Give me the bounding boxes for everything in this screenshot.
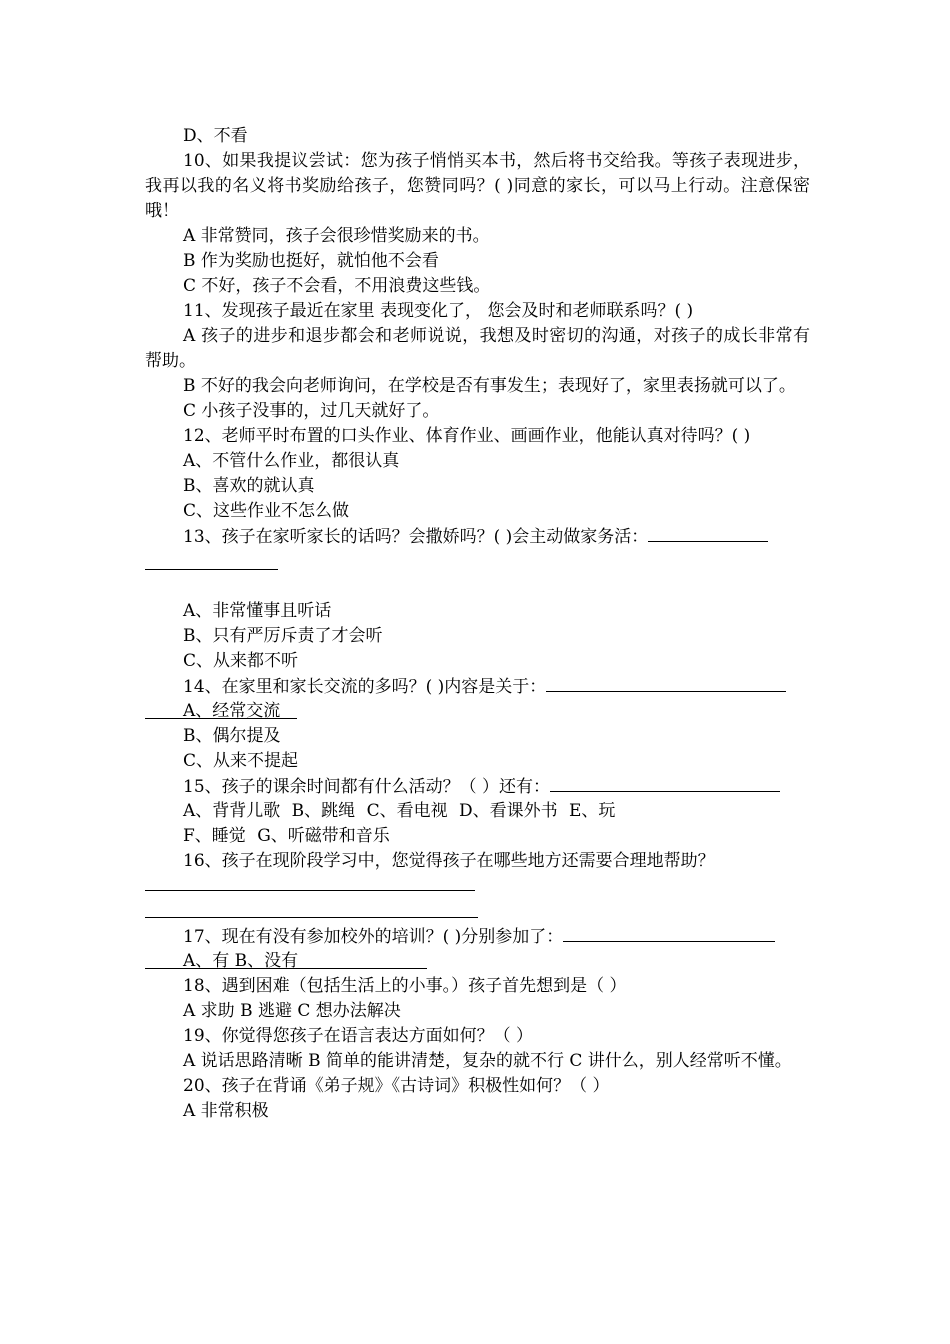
question-14-option-c: C、从来不提起 <box>183 751 299 771</box>
question-13-option-c: C、从来都不听 <box>183 651 299 671</box>
question-20: 20、孩子在背诵《弟子规》《古诗词》积极性如何？（ ） <box>183 1076 610 1096</box>
question-17-options: A、有 B、没有 <box>183 951 299 971</box>
question-18-options: A 求助 B 逃避 C 想办法解决 <box>183 1001 401 1021</box>
question-13: 13、孩子在家听家长的话吗？会撒娇吗？( )会主动做家务活： <box>183 527 649 547</box>
question-15-line <box>145 774 810 799</box>
question-16: 16、孩子在现阶段学习中，您觉得孩子在哪些地方还需要合理地帮助？ <box>183 851 715 871</box>
question-13-option-a: A、非常懂事且听话 <box>183 601 332 621</box>
question-17-line <box>145 924 810 949</box>
question-12: 12、老师平时布置的口头作业、体育作业、画画作业，他能认真对待吗？( ) <box>183 426 751 446</box>
question-18: 18、遇到困难（包括生活上的小事。）孩子首先想到是（ ） <box>183 976 627 996</box>
spacer <box>145 574 810 599</box>
answer-blank-line[interactable] <box>145 549 810 574</box>
question-11-option-a: A 孩子的进步和退步都会和老师说说，我想及时密切的沟通，对孩子的成长非常有帮助。 <box>145 326 810 371</box>
question-10-option-b: B 作为奖励也挺好，就怕他不会看 <box>183 251 439 271</box>
answer-blank[interactable] <box>648 524 768 542</box>
question-10-option-c: C 不好，孩子不会看，不用浪费这些钱。 <box>183 276 491 296</box>
question-14-line <box>145 674 810 699</box>
question-11-option-c: C 小孩子没事的，过几天就好了。 <box>183 401 440 421</box>
document-page <box>145 124 810 1124</box>
question-12-option-c: C、这些作业不怎么做 <box>183 501 350 521</box>
question-10: 10、如果我提议尝试：您为孩子悄悄买本书，然后将书交给我。等孩子表现进步，我再以我的名义将书奖励给孩子，您赞同吗？( )同意的家长，可以马上行动。注意保密哦！ <box>145 151 810 221</box>
question-14: 14、在家里和家长交流的多吗？( )内容是关于： <box>183 677 547 697</box>
question-15-options-row2: F、睡觉 G、听磁带和音乐 <box>183 826 390 846</box>
answer-blank[interactable] <box>546 674 786 692</box>
question-14-option-b: B、偶尔提及 <box>183 726 281 746</box>
question-15-options-row1: A、背背儿歌 B、跳绳 C、看电视 D、看课外书 E、玩 <box>183 801 616 821</box>
question-13-line <box>145 524 810 549</box>
question-19: 19、你觉得您孩子在语言表达方面如何？（ ） <box>183 1026 534 1046</box>
question-19-options: A 说话思路清晰 B 简单的能讲清楚，复杂的就不行 C 讲什么，别人经常听不懂。 <box>183 1051 792 1071</box>
option-d-line: D、不看 <box>183 126 248 146</box>
question-13-option-b: B、只有严厉斥责了才会听 <box>183 626 383 646</box>
question-14-option-a: A、经常交流 <box>183 701 281 721</box>
answer-blank[interactable] <box>550 774 780 792</box>
question-12-option-a: A、不管什么作业，都很认真 <box>183 451 400 471</box>
question-11: 11、发现孩子最近在家里 表现变化了， 您会及时和老师联系吗？( ) <box>183 301 694 321</box>
question-20-option-a: A 非常积极 <box>183 1101 269 1121</box>
question-11-option-b: B 不好的我会向老师询问，在学校是否有事发生；表现好了，家里表扬就可以了。 <box>183 376 796 396</box>
answer-blank[interactable] <box>563 924 775 942</box>
question-15: 15、孩子的课余时间都有什么活动？（ ）还有： <box>183 777 551 797</box>
question-10-option-a: A 非常赞同，孩子会很珍惜奖励来的书。 <box>183 226 490 246</box>
question-12-option-b: B、喜欢的就认真 <box>183 476 315 496</box>
answer-blank-line[interactable] <box>145 899 810 924</box>
answer-blank-line[interactable] <box>145 874 810 899</box>
question-17: 17、现在有没有参加校外的培训？( )分别参加了： <box>183 927 564 947</box>
